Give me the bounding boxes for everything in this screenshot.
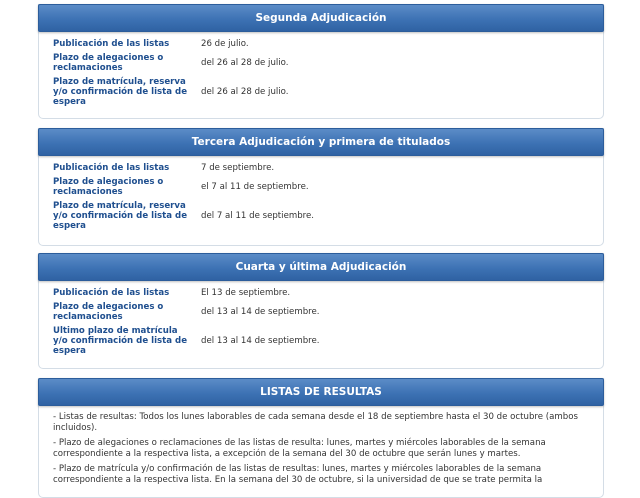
- section-title: Cuarta y última Adjudicación: [38, 253, 604, 281]
- row-label: Publicación de las listas: [53, 163, 170, 173]
- section-title: Tercera Adjudicación y primera de titulados: [38, 128, 604, 156]
- row-value: el 7 al 11 de septiembre.: [201, 182, 309, 192]
- row-value: 26 de julio.: [201, 39, 249, 49]
- schedule-row: [39, 302, 603, 322]
- results-item: - Plazo de alegaciones o reclamaciones de las listas de resulta: lunes, martes y miércoles laborables de la semana correspondiente a la respectiva lista, a excepción de la semana del 30 de octubre que serán lunes y martes.: [53, 438, 546, 459]
- schedule-row: [39, 177, 603, 197]
- row-value: del 13 al 14 de septiembre.: [201, 307, 320, 317]
- schedule-row: [39, 39, 603, 49]
- row-value: del 26 al 28 de julio.: [201, 58, 289, 68]
- row-label: Plazo de alegaciones o reclamaciones: [53, 302, 164, 322]
- schedule-rows: [39, 281, 603, 356]
- row-label: Plazo de alegaciones o reclamaciones: [53, 53, 164, 73]
- schedule-row: [39, 288, 603, 298]
- section-tercera-adjudicacion: [38, 128, 604, 246]
- row-value: del 26 al 28 de julio.: [201, 87, 289, 97]
- row-value: 7 de septiembre.: [201, 163, 275, 173]
- schedule-rows: [39, 32, 603, 107]
- section-listas-de-resultas: [38, 378, 604, 498]
- row-label: Plazo de alegaciones o reclamaciones: [53, 177, 164, 197]
- section-segunda-adjudicacion: [38, 4, 604, 119]
- row-label: Publicación de las listas: [53, 288, 170, 298]
- row-label: Plazo de matrícula, reserva y/o confirmación de lista de espera: [53, 201, 188, 231]
- results-list: [39, 406, 603, 486]
- row-label: Publicación de las listas: [53, 39, 170, 49]
- row-label: Plazo de matrícula, reserva y/o confirmación de lista de espera: [53, 77, 188, 107]
- row-value: del 13 al 14 de septiembre.: [201, 336, 320, 346]
- results-item: - Listas de resultas: Todos los lunes laborables de cada semana desde el 18 de septiembre hasta el 30 de octubre (ambos incluidos).: [53, 412, 578, 433]
- schedule-row: [39, 163, 603, 173]
- section-cuarta-adjudicacion: [38, 253, 604, 369]
- section-title: LISTAS DE RESULTAS: [38, 378, 604, 406]
- row-label: Ultimo plazo de matrícula y/o confirmación de lista de espera: [53, 326, 188, 356]
- schedule-row: [39, 326, 603, 356]
- section-title: Segunda Adjudicación: [38, 4, 604, 32]
- schedule-row: [39, 201, 603, 231]
- schedule-row: [39, 53, 603, 73]
- row-value: El 13 de septiembre.: [201, 288, 291, 298]
- schedule-row: [39, 77, 603, 107]
- row-value: del 7 al 11 de septiembre.: [201, 211, 315, 221]
- schedule-rows: [39, 156, 603, 231]
- results-item: - Plazo de matrícula y/o confirmación de las listas de resultas: lunes, martes y miércoles laborables de la semana correspondiente a la respectiva lista. En la semana del 30 de octubre, si la universidad de que se trate permita la: [53, 464, 543, 485]
